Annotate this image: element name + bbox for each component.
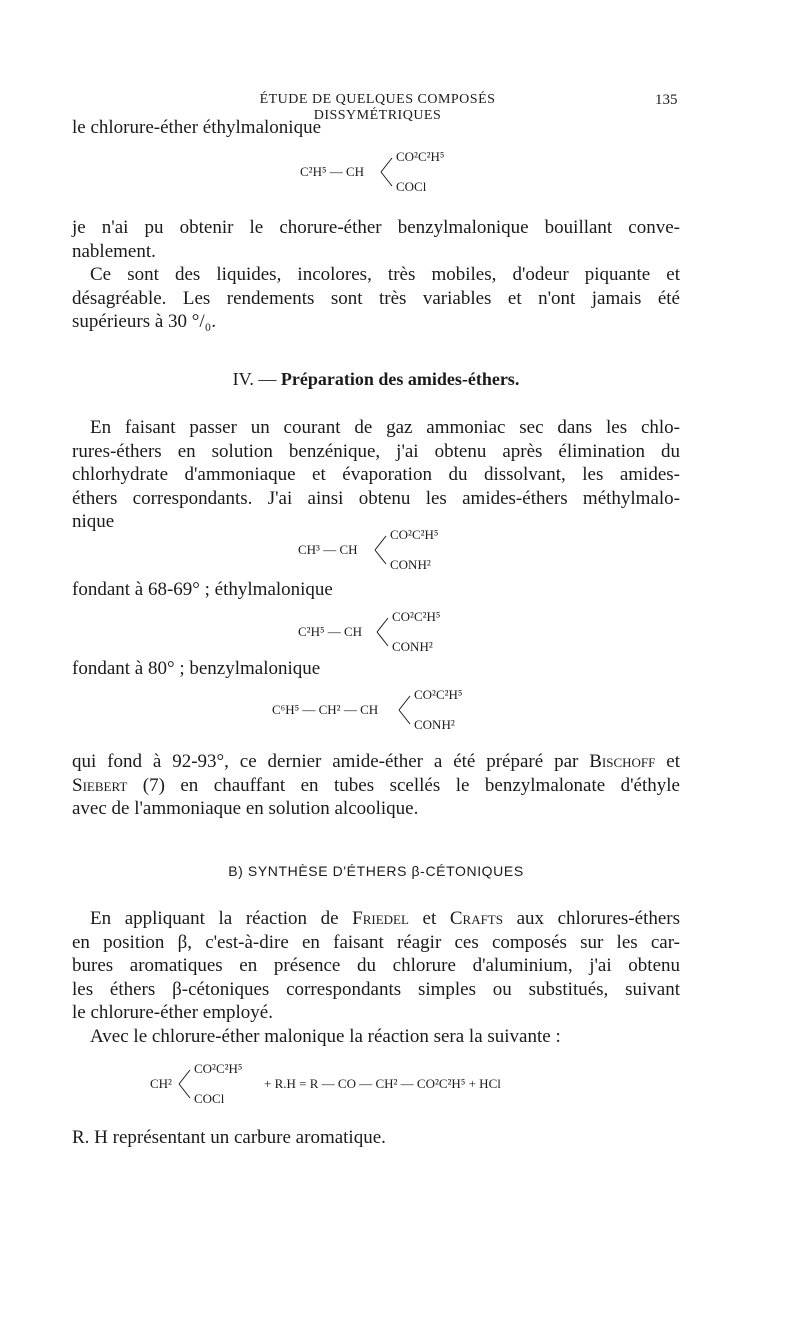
text-line: fondant à 80° ; benzylmalonique (72, 658, 321, 679)
text-line: Avec le chlorure-éther malonique la réaction sera la suivante : (90, 1026, 561, 1047)
text-line: désagréable. Les rendements sont très variables et n'ont jamais été (72, 287, 680, 309)
text-line: En faisant passer un courant de gaz ammoniac sec dans les chlo- (90, 417, 680, 438)
text-line: fondant à 68-69° ; éthylmalonique (72, 579, 333, 600)
formula-left: C⁶H⁵ — CH² — CH (272, 702, 379, 717)
text-line: R. H représentant un carbure aromatique. (72, 1127, 386, 1148)
paragraph-reaction-intro (72, 1025, 680, 1049)
formula-lower: COCl (396, 179, 427, 194)
formula-branch (374, 530, 388, 570)
formula-upper: CO²C²H⁵ (396, 149, 445, 164)
formula-left: CH² (150, 1076, 172, 1091)
paragraph-intro (72, 116, 680, 140)
text-line: les éthers β-cétoniques correspondants simples ou substitués, suivant (72, 978, 680, 1000)
formula-branch (178, 1064, 192, 1104)
formula-lower: CONH² (392, 639, 433, 654)
text-line: bures aromatiques en présence du chlorure d'aluminium, j'ai obtenu (72, 955, 680, 976)
text-line: le chlorure-éther éthylmalonique (72, 117, 322, 138)
author-name: Bischoff (589, 751, 656, 772)
text-run: En appliquant la réaction de (90, 908, 353, 929)
text-run: aux chlorures-éthers (502, 908, 681, 929)
author-name: Siebert (72, 774, 128, 796)
text-line: chlorhydrate d'ammoniaque et évaporation du dissolvant, les amides- (72, 464, 680, 485)
text-line: rures-éthers en solution benzénique, j'ai obtenu après élimination du (72, 440, 680, 462)
text-line (72, 907, 680, 931)
text-line: nique (72, 511, 115, 532)
section-heading-iv (72, 369, 680, 390)
formula-left: C²H⁵ — CH (300, 164, 365, 179)
text-line: je n'ai pu obtenir le chorure-éther benzylmalonique bouillant conve- (72, 217, 680, 238)
formula-branch (380, 152, 394, 192)
formula-lower: COCl (194, 1091, 225, 1106)
text-run: qui fond à 92-93°, ce dernier amide-éther a été préparé par (72, 751, 590, 772)
formula-left: CH³ — CH (298, 542, 358, 557)
text-line: en position β, c'est-à-dire en faisant réagir ces composés sur les car- (72, 931, 680, 953)
formula-ethylmalonic-amide (298, 606, 498, 658)
text-line: nablement. (72, 240, 156, 262)
text-line (72, 774, 680, 798)
formula-upper: CO²C²H⁵ (414, 687, 463, 702)
formula-upper: CO²C²H⁵ (390, 527, 439, 542)
reaction-products: + R.H = R — CO — CH² — CO²C²H⁵ + HCl (264, 1076, 501, 1091)
formula-benzylmalonic-amide (272, 684, 512, 736)
text-run: et (408, 908, 450, 929)
paragraph-benzyl (72, 216, 680, 263)
paragraph-bischoff (72, 750, 680, 821)
paragraph-mp-80 (72, 657, 680, 681)
formula-lower: CONH² (414, 717, 455, 732)
page-number: 135 (655, 92, 678, 108)
paragraph-friedel-crafts (72, 907, 680, 1025)
text-line: éthers correspondants. J'ai ainsi obtenu les amides-éthers méthylmalo- (72, 487, 680, 509)
text-run: et (655, 751, 680, 772)
text-line (72, 750, 680, 774)
formula-reaction (150, 1058, 650, 1110)
text-line: le chlorure-éther employé. (72, 1002, 273, 1023)
paragraph-rh (72, 1126, 680, 1150)
section-heading-b: B) SYNTHÈSE D'ÉTHERS β-CÉTONIQUES (228, 863, 524, 879)
paragraph-amides (72, 416, 680, 534)
formula-ethylmalonic-chloride (300, 146, 500, 198)
paragraph-mp-69 (72, 578, 680, 602)
formula-lower: CONH² (390, 557, 431, 572)
formula-branch (376, 612, 390, 652)
formula-upper: CO²C²H⁵ (392, 609, 441, 624)
formula-upper: CO²C²H⁵ (194, 1061, 243, 1076)
text-line: avec de l'ammoniaque en solution alcoolique. (72, 798, 419, 819)
text-run: (7) en chauffant en tubes scellés le benzylmalonate d'éthyle (127, 774, 680, 796)
author-name: Crafts (449, 908, 503, 929)
section-title: Préparation des amides-éthers. (280, 369, 520, 389)
running-title: ÉTUDE DE QUELQUES COMPOSÉS DISSYMÉTRIQUES (259, 92, 496, 123)
formula-left: C²H⁵ — CH (298, 624, 363, 639)
author-name: Friedel (352, 908, 409, 929)
text-line: Ce sont des liquides, incolores, très mobiles, d'odeur piquante et (90, 264, 680, 285)
formula-branch (398, 690, 412, 730)
text-line: supérieurs à 30 °/₀. (72, 311, 217, 332)
section-number: IV. — (232, 369, 277, 389)
formula-methylmalonic-amide (298, 524, 498, 576)
paragraph-liquids (72, 263, 680, 334)
